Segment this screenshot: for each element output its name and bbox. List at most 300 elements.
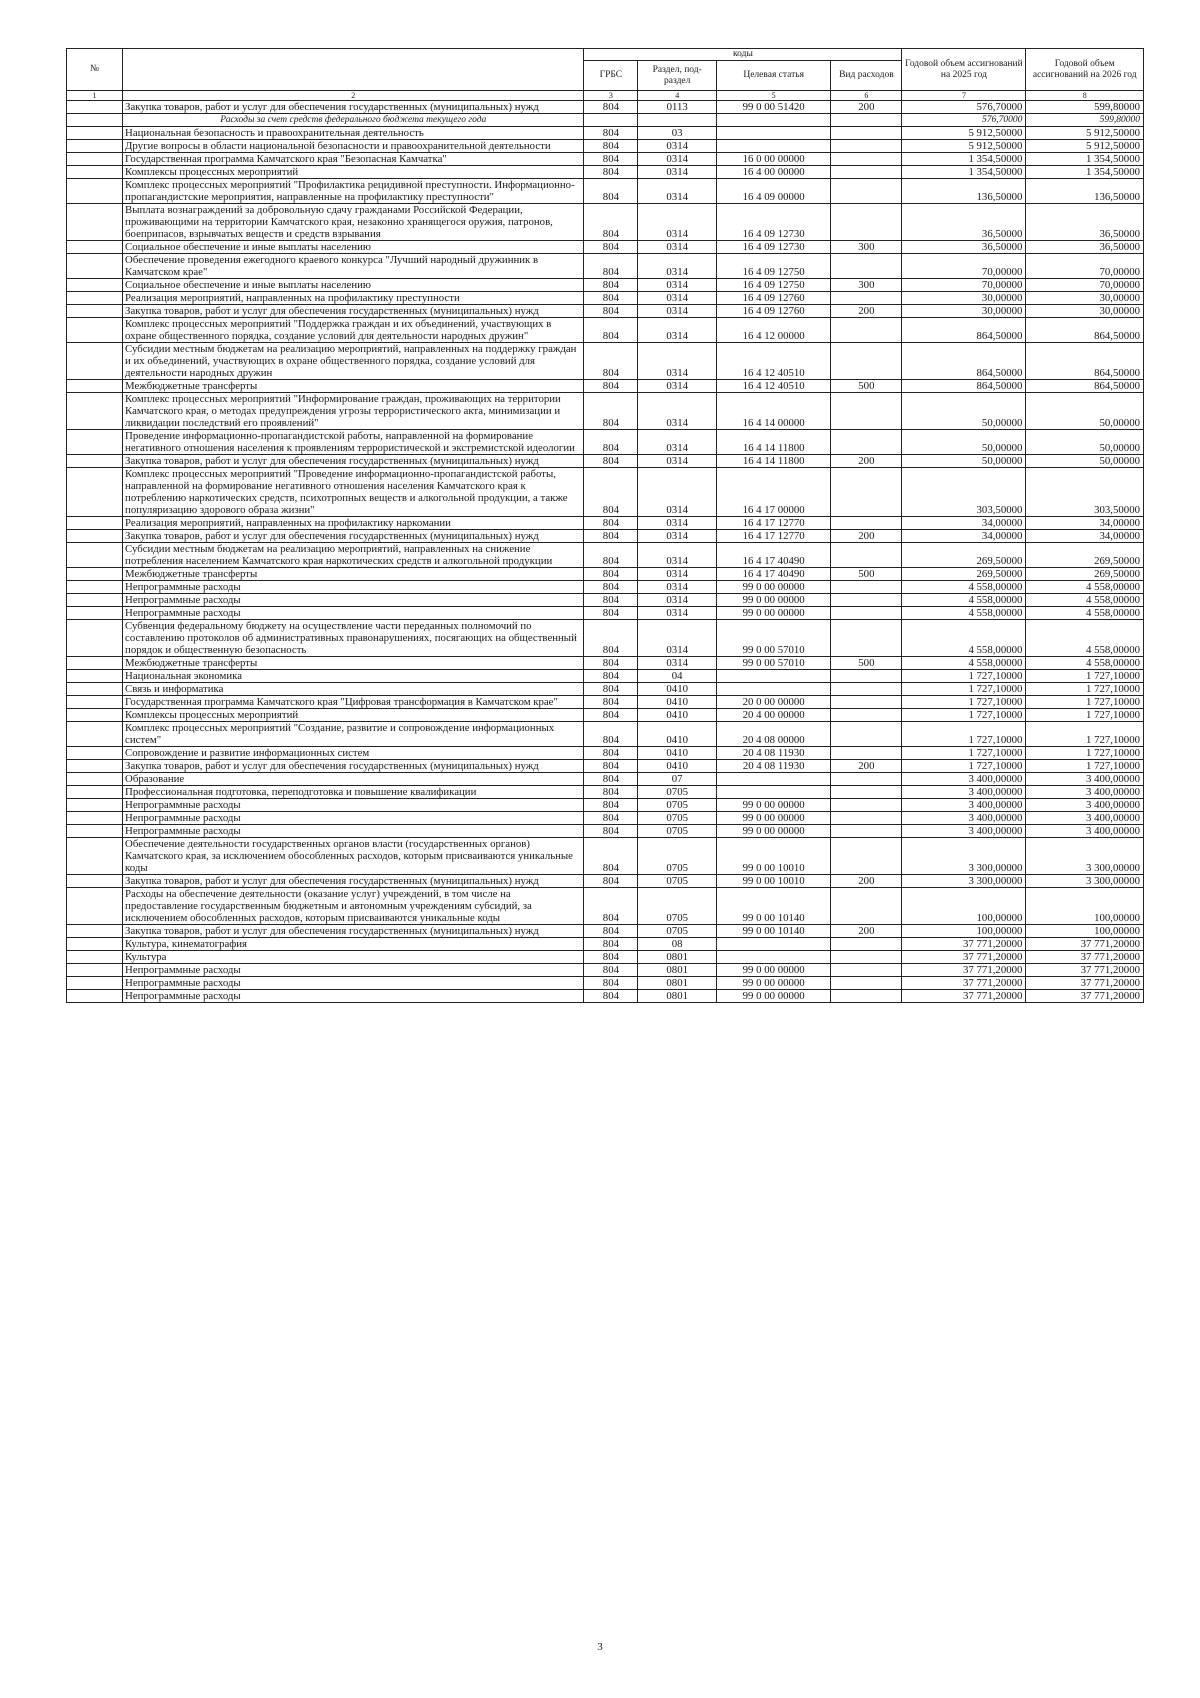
row-number-cell xyxy=(67,114,123,127)
row-amount-2025: 1 727,10000 xyxy=(902,709,1026,722)
row-amount-2026: 864,50000 xyxy=(1026,318,1144,343)
column-number: 6 xyxy=(831,91,902,101)
row-amount-2026: 4 558,00000 xyxy=(1026,581,1144,594)
row-grbs: 804 xyxy=(584,254,638,279)
row-amount-2026: 4 558,00000 xyxy=(1026,607,1144,620)
row-name: Комплекс процессных мероприятий "Создание, развитие и сопровождение информационных систем" xyxy=(123,722,584,747)
row-grbs: 804 xyxy=(584,977,638,990)
row-amount-2026: 4 558,00000 xyxy=(1026,594,1144,607)
row-amount-2025: 37 771,20000 xyxy=(902,964,1026,977)
row-number-cell xyxy=(67,393,123,430)
row-name: Межбюджетные трансферты xyxy=(123,380,584,393)
row-section: 0410 xyxy=(638,709,717,722)
row-amount-2025: 303,50000 xyxy=(902,468,1026,517)
row-target-article: 99 0 00 00000 xyxy=(717,581,831,594)
row-number-cell xyxy=(67,581,123,594)
table-row xyxy=(67,430,1144,455)
row-name: Непрограммные расходы xyxy=(123,990,584,1003)
row-amount-2025: 4 558,00000 xyxy=(902,607,1026,620)
row-target-article: 99 0 00 10010 xyxy=(717,838,831,875)
table-row xyxy=(67,343,1144,380)
row-amount-2025: 34,00000 xyxy=(902,517,1026,530)
row-grbs: 804 xyxy=(584,670,638,683)
table-row xyxy=(67,594,1144,607)
row-section: 0314 xyxy=(638,607,717,620)
table-row xyxy=(67,620,1144,657)
row-expense-type: 200 xyxy=(831,875,902,888)
row-amount-2026: 3 400,00000 xyxy=(1026,825,1144,838)
row-amount-2025: 50,00000 xyxy=(902,430,1026,455)
row-amount-2025: 5 912,50000 xyxy=(902,127,1026,140)
row-expense-type: 300 xyxy=(831,241,902,254)
row-grbs: 804 xyxy=(584,696,638,709)
row-amount-2025: 4 558,00000 xyxy=(902,620,1026,657)
row-expense-type: 200 xyxy=(831,305,902,318)
row-amount-2026: 864,50000 xyxy=(1026,343,1144,380)
row-amount-2026: 1 354,50000 xyxy=(1026,153,1144,166)
row-name: Непрограммные расходы xyxy=(123,799,584,812)
row-amount-2025: 1 727,10000 xyxy=(902,747,1026,760)
row-amount-2025: 5 912,50000 xyxy=(902,140,1026,153)
row-amount-2025: 136,50000 xyxy=(902,179,1026,204)
row-amount-2026: 37 771,20000 xyxy=(1026,951,1144,964)
row-name: Непрограммные расходы xyxy=(123,581,584,594)
row-number-cell xyxy=(67,318,123,343)
row-grbs: 804 xyxy=(584,101,638,114)
column-number: 5 xyxy=(717,91,831,101)
row-name: Расходы на обеспечение деятельности (оказание услуг) учреждений, в том числе на предоставление государственным бюджетным и автономным учреждениям субсидий, за исключением обособленных расходов, которым присваиваются уникальные коды xyxy=(123,888,584,925)
row-number-cell xyxy=(67,722,123,747)
row-amount-2026: 3 300,00000 xyxy=(1026,875,1144,888)
row-amount-2025: 576,70000 xyxy=(902,101,1026,114)
table-row xyxy=(67,938,1144,951)
row-target-article: 99 0 00 00000 xyxy=(717,799,831,812)
row-amount-2025: 100,00000 xyxy=(902,925,1026,938)
row-grbs: 804 xyxy=(584,722,638,747)
row-grbs: 804 xyxy=(584,799,638,812)
row-grbs: 804 xyxy=(584,343,638,380)
row-name: Закупка товаров, работ и услуг для обеспечения государственных (муниципальных) нужд xyxy=(123,760,584,773)
row-amount-2025: 70,00000 xyxy=(902,279,1026,292)
row-section xyxy=(638,114,717,127)
row-expense-type xyxy=(831,114,902,127)
row-number-cell xyxy=(67,888,123,925)
row-number-cell xyxy=(67,241,123,254)
header-target: Целевая статья xyxy=(717,61,831,91)
row-amount-2026: 37 771,20000 xyxy=(1026,938,1144,951)
row-number-cell xyxy=(67,760,123,773)
row-target-article: 16 4 09 12760 xyxy=(717,305,831,318)
row-name: Непрограммные расходы xyxy=(123,977,584,990)
row-grbs: 804 xyxy=(584,888,638,925)
row-expense-type xyxy=(831,594,902,607)
row-target-article: 16 4 14 00000 xyxy=(717,393,831,430)
row-target-article xyxy=(717,951,831,964)
row-amount-2025: 4 558,00000 xyxy=(902,581,1026,594)
row-expense-type: 300 xyxy=(831,279,902,292)
row-grbs xyxy=(584,114,638,127)
row-section: 04 xyxy=(638,670,717,683)
column-number: 2 xyxy=(123,91,584,101)
row-target-article: 99 0 00 00000 xyxy=(717,812,831,825)
row-section: 0314 xyxy=(638,657,717,670)
row-target-article: 16 4 17 12770 xyxy=(717,530,831,543)
row-grbs: 804 xyxy=(584,153,638,166)
row-section: 0410 xyxy=(638,683,717,696)
table-row xyxy=(67,977,1144,990)
row-target-article: 16 4 09 12730 xyxy=(717,204,831,241)
row-number-cell xyxy=(67,530,123,543)
table-row xyxy=(67,140,1144,153)
row-amount-2026: 4 558,00000 xyxy=(1026,657,1144,670)
row-amount-2025: 3 400,00000 xyxy=(902,773,1026,786)
row-name: Проведение информационно-пропагандистской работы, направленной на формирование негативного отношения населения к проявлениям террористической и экстремистской идеологии xyxy=(123,430,584,455)
row-target-article: 16 4 12 40510 xyxy=(717,343,831,380)
table-row xyxy=(67,812,1144,825)
row-grbs: 804 xyxy=(584,543,638,568)
table-row xyxy=(67,964,1144,977)
row-amount-2025: 1 727,10000 xyxy=(902,683,1026,696)
row-number-cell xyxy=(67,977,123,990)
row-target-article: 16 4 00 00000 xyxy=(717,166,831,179)
row-section: 0314 xyxy=(638,594,717,607)
row-grbs: 804 xyxy=(584,318,638,343)
table-header xyxy=(67,49,1144,101)
row-amount-2026: 3 400,00000 xyxy=(1026,786,1144,799)
row-amount-2025: 576,70000 xyxy=(902,114,1026,127)
row-name: Комплекс процессных мероприятий "Информирование граждан, проживающих на территории Камчатского края, о методах предупреждения угрозы террористического акта, минимизации и ликвидации последствий его проявлений" xyxy=(123,393,584,430)
row-section: 0113 xyxy=(638,101,717,114)
row-target-article xyxy=(717,670,831,683)
row-grbs: 804 xyxy=(584,568,638,581)
row-grbs: 804 xyxy=(584,468,638,517)
row-expense-type xyxy=(831,825,902,838)
row-number-cell xyxy=(67,696,123,709)
row-grbs: 804 xyxy=(584,430,638,455)
row-grbs: 804 xyxy=(584,773,638,786)
row-name: Выплата вознаграждений за добровольную сдачу гражданами Российской Федерации, проживающими на территории Камчатского края, незаконно хранящегося оружия, патронов, боеприпасов, взрывчатых веществ и средств взрывания xyxy=(123,204,584,241)
row-grbs: 804 xyxy=(584,990,638,1003)
row-name: Закупка товаров, работ и услуг для обеспечения государственных (муниципальных) нужд xyxy=(123,530,584,543)
row-expense-type xyxy=(831,179,902,204)
table-row xyxy=(67,760,1144,773)
row-amount-2025: 37 771,20000 xyxy=(902,977,1026,990)
row-number-cell xyxy=(67,166,123,179)
row-amount-2026: 5 912,50000 xyxy=(1026,127,1144,140)
row-target-article: 20 4 08 11930 xyxy=(717,747,831,760)
row-grbs: 804 xyxy=(584,875,638,888)
row-amount-2025: 30,00000 xyxy=(902,305,1026,318)
row-grbs: 804 xyxy=(584,517,638,530)
row-expense-type xyxy=(831,977,902,990)
row-amount-2025: 864,50000 xyxy=(902,318,1026,343)
row-number-cell xyxy=(67,204,123,241)
row-number-cell xyxy=(67,568,123,581)
row-section: 0314 xyxy=(638,568,717,581)
row-amount-2025: 36,50000 xyxy=(902,241,1026,254)
row-section: 0705 xyxy=(638,888,717,925)
row-target-article: 16 4 09 12760 xyxy=(717,292,831,305)
row-section: 0314 xyxy=(638,468,717,517)
row-name: Субвенция федеральному бюджету на осуществление части переданных полномочий по составлению протоколов об административных правонарушениях, посягающих на общественный порядок и общественную безопасность xyxy=(123,620,584,657)
row-section: 0410 xyxy=(638,722,717,747)
row-target-article xyxy=(717,938,831,951)
row-grbs: 804 xyxy=(584,951,638,964)
row-grbs: 804 xyxy=(584,393,638,430)
row-name: Межбюджетные трансферты xyxy=(123,568,584,581)
row-target-article: 16 4 12 00000 xyxy=(717,318,831,343)
table-row xyxy=(67,825,1144,838)
row-name: Комплекс процессных мероприятий "Профилактика рецидивной преступности. Информационно-пропагандистские мероприятия, направленные на профилактику преступности" xyxy=(123,179,584,204)
row-section: 0314 xyxy=(638,179,717,204)
row-amount-2026: 30,00000 xyxy=(1026,305,1144,318)
table-row xyxy=(67,114,1144,127)
column-numbers-row xyxy=(67,91,1144,101)
row-amount-2026: 4 558,00000 xyxy=(1026,620,1144,657)
header-codes: коды xyxy=(584,49,902,61)
row-amount-2026: 1 727,10000 xyxy=(1026,696,1144,709)
row-number-cell xyxy=(67,799,123,812)
row-expense-type xyxy=(831,140,902,153)
row-target-article: 16 4 09 00000 xyxy=(717,179,831,204)
row-expense-type xyxy=(831,393,902,430)
row-amount-2025: 37 771,20000 xyxy=(902,938,1026,951)
row-amount-2026: 37 771,20000 xyxy=(1026,990,1144,1003)
row-target-article xyxy=(717,786,831,799)
row-grbs: 804 xyxy=(584,292,638,305)
table-row xyxy=(67,455,1144,468)
row-grbs: 804 xyxy=(584,938,638,951)
row-target-article: 16 4 09 12750 xyxy=(717,279,831,292)
table-row xyxy=(67,292,1144,305)
table-row xyxy=(67,179,1144,204)
row-name: Закупка товаров, работ и услуг для обеспечения государственных (муниципальных) нужд xyxy=(123,101,584,114)
table-row xyxy=(67,773,1144,786)
row-name: Комплексы процессных мероприятий xyxy=(123,166,584,179)
row-name: Национальная безопасность и правоохранительная деятельность xyxy=(123,127,584,140)
table-row xyxy=(67,568,1144,581)
row-name: Закупка товаров, работ и услуг для обеспечения государственных (муниципальных) нужд xyxy=(123,455,584,468)
row-section: 0314 xyxy=(638,140,717,153)
row-section: 0801 xyxy=(638,951,717,964)
table-row xyxy=(67,747,1144,760)
table-row xyxy=(67,888,1144,925)
row-name: Непрограммные расходы xyxy=(123,594,584,607)
row-expense-type: 500 xyxy=(831,657,902,670)
row-target-article: 20 4 08 00000 xyxy=(717,722,831,747)
row-name: Комплекс процессных мероприятий "Поддержка граждан и их объединений, участвующих в охране общественного порядка, создание условий для деятельности народных дружин" xyxy=(123,318,584,343)
row-section: 0314 xyxy=(638,380,717,393)
row-expense-type xyxy=(831,620,902,657)
row-amount-2026: 34,00000 xyxy=(1026,517,1144,530)
row-expense-type xyxy=(831,153,902,166)
row-amount-2026: 3 400,00000 xyxy=(1026,812,1144,825)
row-amount-2026: 3 400,00000 xyxy=(1026,799,1144,812)
row-number-cell xyxy=(67,594,123,607)
row-number-cell xyxy=(67,343,123,380)
row-number-cell xyxy=(67,279,123,292)
row-target-article: 99 0 00 51420 xyxy=(717,101,831,114)
row-number-cell xyxy=(67,620,123,657)
table-row xyxy=(67,799,1144,812)
row-number-cell xyxy=(67,455,123,468)
row-name: Обеспечение деятельности государственных органов власти (государственных органов) Камчатского края, за исключением обособленных расходов, которым присваиваются уникальные коды xyxy=(123,838,584,875)
row-amount-2026: 50,00000 xyxy=(1026,393,1144,430)
row-amount-2026: 599,80000 xyxy=(1026,114,1144,127)
row-grbs: 804 xyxy=(584,179,638,204)
row-section: 0314 xyxy=(638,241,717,254)
row-target-article: 16 4 17 40490 xyxy=(717,543,831,568)
row-section: 0705 xyxy=(638,825,717,838)
row-amount-2026: 70,00000 xyxy=(1026,254,1144,279)
row-number-cell xyxy=(67,875,123,888)
row-grbs: 804 xyxy=(584,747,638,760)
table-row xyxy=(67,279,1144,292)
row-name: Социальное обеспечение и иные выплаты населению xyxy=(123,241,584,254)
row-target-article: 99 0 00 57010 xyxy=(717,657,831,670)
table-row xyxy=(67,468,1144,517)
row-expense-type xyxy=(831,127,902,140)
row-target-article: 16 4 14 11800 xyxy=(717,430,831,455)
row-grbs: 804 xyxy=(584,305,638,318)
row-amount-2026: 50,00000 xyxy=(1026,455,1144,468)
row-expense-type xyxy=(831,696,902,709)
row-grbs: 804 xyxy=(584,241,638,254)
table-row xyxy=(67,607,1144,620)
row-amount-2025: 4 558,00000 xyxy=(902,657,1026,670)
row-section: 0314 xyxy=(638,305,717,318)
row-name: Закупка товаров, работ и услуг для обеспечения государственных (муниципальных) нужд xyxy=(123,925,584,938)
row-amount-2025: 1 727,10000 xyxy=(902,722,1026,747)
row-expense-type xyxy=(831,318,902,343)
row-name: Комплексы процессных мероприятий xyxy=(123,709,584,722)
row-amount-2026: 36,50000 xyxy=(1026,204,1144,241)
row-amount-2026: 37 771,20000 xyxy=(1026,964,1144,977)
row-expense-type xyxy=(831,343,902,380)
row-target-article: 99 0 00 00000 xyxy=(717,594,831,607)
row-amount-2025: 37 771,20000 xyxy=(902,951,1026,964)
row-amount-2025: 864,50000 xyxy=(902,343,1026,380)
header-exp-type: Вид расходов xyxy=(831,61,902,91)
row-target-article: 99 0 00 57010 xyxy=(717,620,831,657)
row-amount-2025: 1 727,10000 xyxy=(902,670,1026,683)
table-row xyxy=(67,925,1144,938)
row-expense-type xyxy=(831,773,902,786)
row-amount-2026: 1 727,10000 xyxy=(1026,760,1144,773)
budget-sheet xyxy=(66,48,1144,1003)
table-row xyxy=(67,101,1144,114)
row-grbs: 804 xyxy=(584,607,638,620)
row-amount-2025: 37 771,20000 xyxy=(902,990,1026,1003)
column-number: 3 xyxy=(584,91,638,101)
row-expense-type xyxy=(831,799,902,812)
row-amount-2026: 36,50000 xyxy=(1026,241,1144,254)
table-row xyxy=(67,530,1144,543)
row-target-article: 16 4 17 12770 xyxy=(717,517,831,530)
row-section: 0801 xyxy=(638,990,717,1003)
row-number-cell xyxy=(67,153,123,166)
row-number-cell xyxy=(67,292,123,305)
row-expense-type xyxy=(831,683,902,696)
row-section: 0314 xyxy=(638,318,717,343)
table-row xyxy=(67,670,1144,683)
row-target-article: 16 4 14 11800 xyxy=(717,455,831,468)
row-amount-2025: 3 300,00000 xyxy=(902,875,1026,888)
row-section: 0801 xyxy=(638,977,717,990)
row-section: 0314 xyxy=(638,455,717,468)
row-section: 0705 xyxy=(638,838,717,875)
row-target-article: 16 4 17 40490 xyxy=(717,568,831,581)
row-number-cell xyxy=(67,786,123,799)
table-row xyxy=(67,166,1144,179)
row-amount-2025: 36,50000 xyxy=(902,204,1026,241)
row-grbs: 804 xyxy=(584,760,638,773)
row-amount-2025: 50,00000 xyxy=(902,455,1026,468)
row-expense-type xyxy=(831,204,902,241)
row-amount-2026: 3 400,00000 xyxy=(1026,773,1144,786)
row-name: Связь и информатика xyxy=(123,683,584,696)
table-row xyxy=(67,204,1144,241)
row-amount-2025: 1 354,50000 xyxy=(902,166,1026,179)
row-target-article: 99 0 00 10140 xyxy=(717,925,831,938)
row-section: 07 xyxy=(638,773,717,786)
table-row xyxy=(67,517,1144,530)
row-grbs: 804 xyxy=(584,127,638,140)
row-amount-2026: 864,50000 xyxy=(1026,380,1144,393)
row-grbs: 804 xyxy=(584,140,638,153)
column-number: 7 xyxy=(902,91,1026,101)
row-target-article: 99 0 00 00000 xyxy=(717,607,831,620)
row-section: 0314 xyxy=(638,279,717,292)
row-number-cell xyxy=(67,773,123,786)
table-row xyxy=(67,683,1144,696)
row-section: 0705 xyxy=(638,799,717,812)
row-number-cell xyxy=(67,657,123,670)
row-target-article: 20 4 00 00000 xyxy=(717,709,831,722)
table-row xyxy=(67,380,1144,393)
row-amount-2026: 1 727,10000 xyxy=(1026,722,1144,747)
row-number-cell xyxy=(67,380,123,393)
row-grbs: 804 xyxy=(584,581,638,594)
row-amount-2025: 3 300,00000 xyxy=(902,838,1026,875)
row-grbs: 804 xyxy=(584,812,638,825)
row-amount-2025: 3 400,00000 xyxy=(902,812,1026,825)
row-expense-type xyxy=(831,888,902,925)
row-target-article: 20 4 08 11930 xyxy=(717,760,831,773)
table-row xyxy=(67,318,1144,343)
row-amount-2025: 3 400,00000 xyxy=(902,799,1026,812)
table-row xyxy=(67,241,1144,254)
row-name: Непрограммные расходы xyxy=(123,825,584,838)
row-grbs: 804 xyxy=(584,455,638,468)
row-number-cell xyxy=(67,747,123,760)
row-section: 0410 xyxy=(638,760,717,773)
row-section: 0314 xyxy=(638,292,717,305)
row-number-cell xyxy=(67,517,123,530)
row-section: 0314 xyxy=(638,343,717,380)
column-number: 1 xyxy=(67,91,123,101)
table-row xyxy=(67,657,1144,670)
row-grbs: 804 xyxy=(584,166,638,179)
row-amount-2026: 269,50000 xyxy=(1026,568,1144,581)
row-name: Обеспечение проведения ежегодного краевого конкурса "Лучший народный дружинник в Камчатском крае" xyxy=(123,254,584,279)
row-section: 0314 xyxy=(638,166,717,179)
row-name: Реализация мероприятий, направленных на профилактику преступности xyxy=(123,292,584,305)
row-name: Непрограммные расходы xyxy=(123,812,584,825)
row-expense-type xyxy=(831,468,902,517)
row-section: 0705 xyxy=(638,925,717,938)
table-body xyxy=(67,101,1144,1003)
